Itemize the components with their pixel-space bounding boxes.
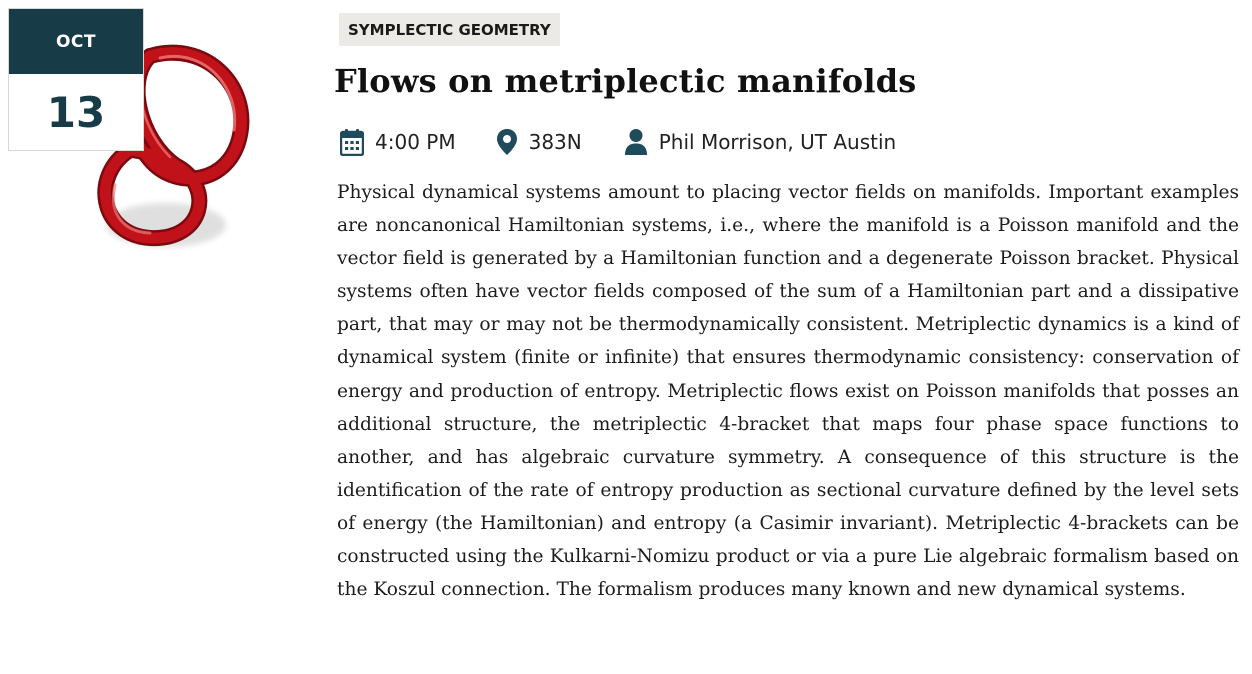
event-time-text: 4:00 PM [375,130,456,154]
event-speaker [624,128,896,156]
date-month: OCT [9,9,143,74]
event-meta [340,125,896,159]
event-time [340,128,456,156]
event-abstract: Physical dynamical systems amount to placing vector fields on manifolds. Important examples are noncanonical Hamiltonian systems, i.e., where the manifold is a Poisson manifold and the vector field is generated by a Hamiltonian function and a degenerate Poisson bracket. Physical systems often have vector fields composed of the sum of a Hamiltonian part and a dissipative part, that may or may not be thermodynamically consistent. Metriplectic dynamics is a kind of dynamical system (finite or infinite) that ensures thermodynamic consistency: conservation of energy and production of entropy. Metriplectic flows exist on Poisson manifolds that posses an additional structure, the metriplectic 4-bracket that maps four phase space functions to another, and has algebraic curvature symmetry. A consequence of this structure is the identification of the rate of entropy production as sectional curvature defined by the level sets of energy (the Hamiltonian) and entropy (a Casimir invariant). Metriplectic 4-brackets can be constructed using the Kulkarni-Nomizu product or via a pure Lie algebraic formalism based on the Koszul connection. The formalism produces many known and new dynamical systems. [337,182,1239,601]
event-room [496,128,582,156]
event-speaker-text: Phil Morrison, UT Austin [658,130,897,154]
event-room-text: 383N [528,130,582,154]
date-day: 13 [46,87,106,137]
date-badge [8,8,144,151]
map-pin-icon [496,128,518,156]
category-tag[interactable]: SYMPLECTIC GEOMETRY [339,13,560,46]
calendar-icon [340,128,364,156]
event-title: Flows on metriplectic manifolds [334,62,917,100]
person-icon [624,128,648,156]
